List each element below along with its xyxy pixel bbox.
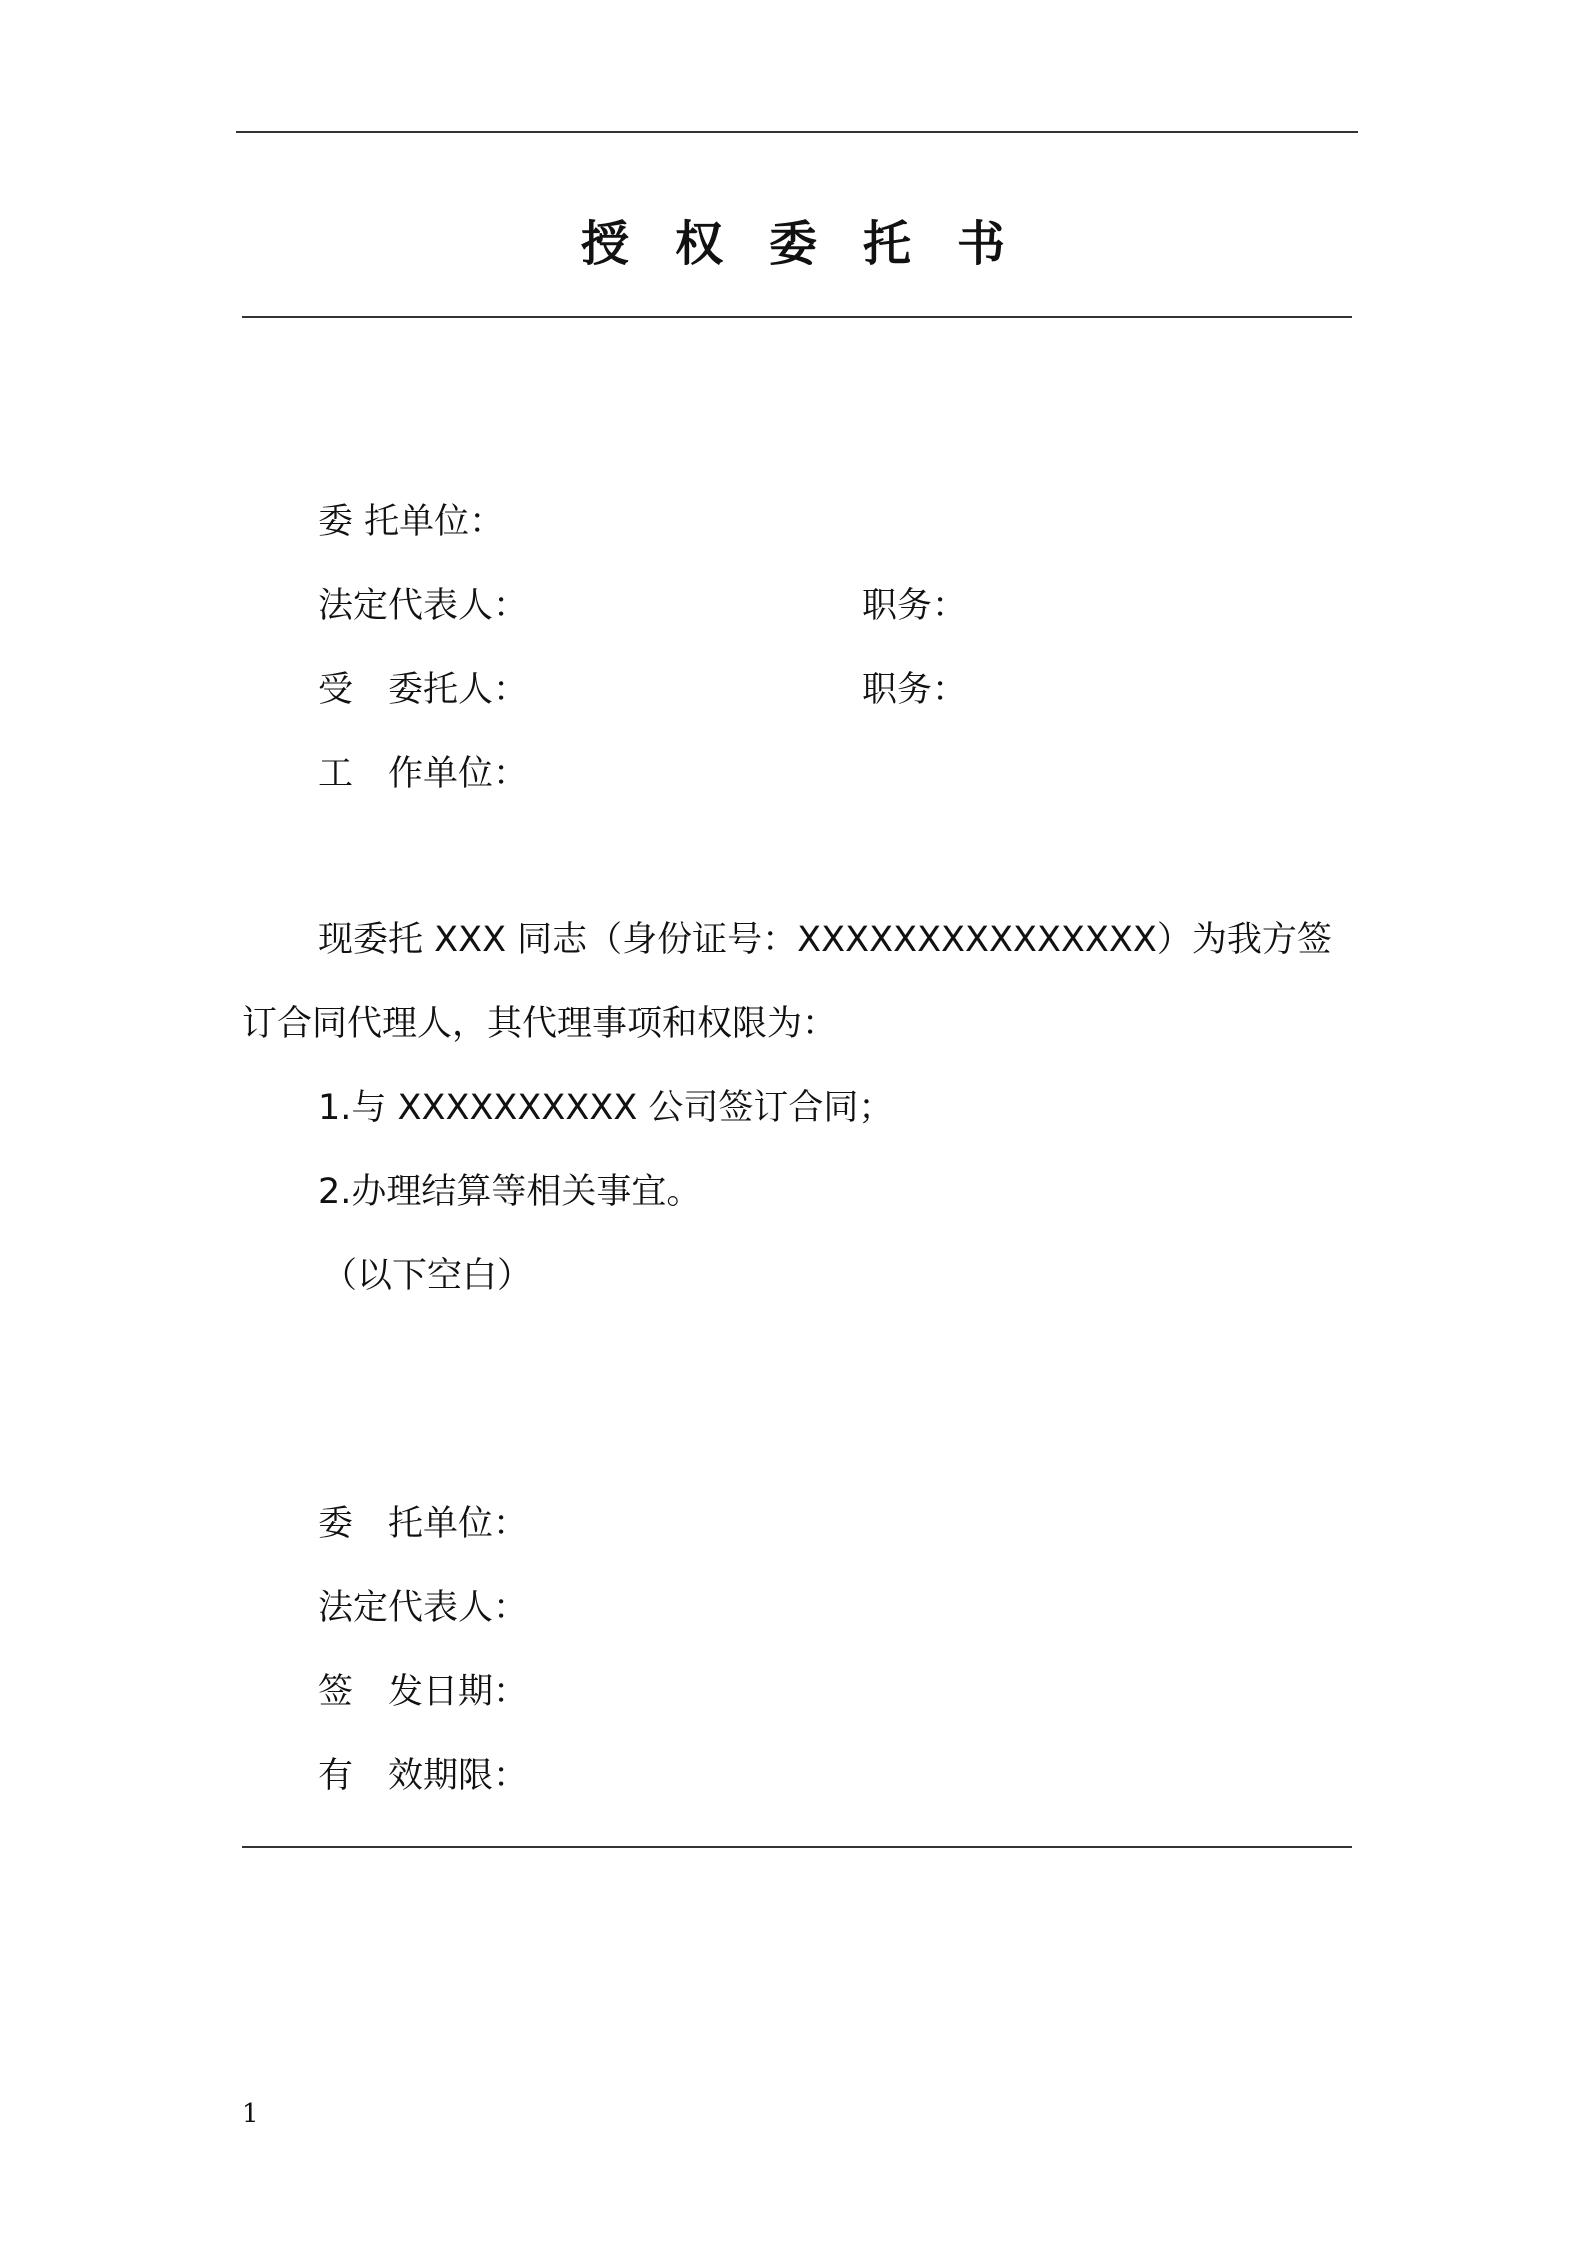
principal-unit-label: 委 托单位：	[318, 502, 505, 542]
agent-position-label: 职务：	[862, 670, 968, 710]
legal-rep-position-label: 职务：	[862, 586, 968, 626]
authorization-paragraph-line-1: 现委托 XXX 同志（身份证号：XXXXXXXXXXXXXXX）为我方签	[318, 920, 1332, 960]
legal-representative-label: 法定代表人：	[318, 586, 529, 626]
blank-note: （以下空白）	[322, 1256, 533, 1296]
document-title: 授权委托书	[580, 216, 1051, 272]
work-unit-label: 工 作单位：	[318, 754, 529, 794]
top-rule	[236, 131, 1358, 133]
footer-legal-representative-label: 法定代表人：	[318, 1588, 529, 1628]
title-rule	[242, 316, 1352, 318]
authority-item-1: 1.与 XXXXXXXXXX 公司签订合同；	[318, 1088, 894, 1128]
agent-label: 受 委托人：	[318, 670, 529, 710]
issue-date-label: 签 发日期：	[318, 1672, 529, 1712]
bottom-rule	[242, 1846, 1352, 1848]
validity-period-label: 有 效期限：	[318, 1756, 529, 1796]
page-number: 1	[242, 2099, 259, 2129]
authorization-paragraph-line-2: 订合同代理人，其代理事项和权限为：	[242, 1004, 838, 1044]
authority-item-2: 2.办理结算等相关事宜。	[318, 1172, 702, 1212]
footer-principal-unit-label: 委 托单位：	[318, 1504, 529, 1544]
